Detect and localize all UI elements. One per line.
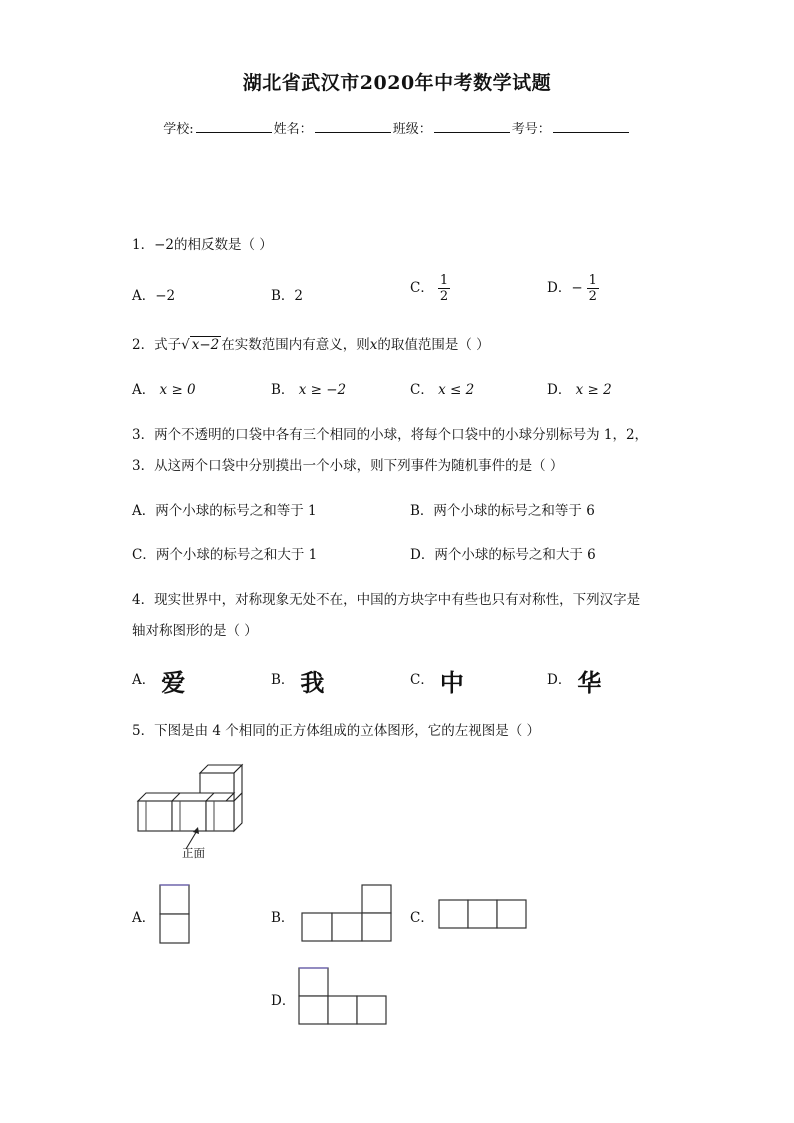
cube-front-face [172, 801, 206, 831]
q5-option-a-figure [160, 885, 189, 943]
q5-option-d-label: D． [271, 993, 296, 1009]
cube-front-face [206, 801, 234, 831]
q2-option-a-prefix: A． [132, 382, 156, 398]
view-square [328, 996, 357, 1024]
q5-option-d-figure [299, 968, 386, 1024]
view-square [468, 900, 497, 928]
q4-stem-line1: 4．现实世界中，对称现象无处不在，中国的方块字中有些也只有对称性，下列汉字是 [132, 592, 641, 608]
q4-option-c-prefix: C． [410, 672, 434, 688]
q5-option-a-label: A． [132, 910, 156, 926]
q2-option-b-prefix: B． [271, 382, 295, 398]
view-square [302, 913, 332, 941]
view-square [160, 885, 189, 914]
view-square [357, 996, 386, 1024]
view-square [299, 968, 328, 996]
q4-option-a-prefix: A． [132, 672, 156, 688]
name-label: 姓名： [273, 122, 313, 137]
view-square [160, 914, 189, 943]
q1-option-a: A．−2 [132, 288, 176, 304]
q5-option-b-figure [302, 885, 391, 941]
q2-option-b-text: x ≥ −2 [298, 382, 347, 398]
q1-option-d-prefix: D．− [547, 280, 583, 296]
q5-stem: 5．下图是由 4 个相同的正方体组成的立体图形，它的左视图是（ ） [132, 723, 541, 739]
q4-option-c-char: 中 [439, 669, 464, 697]
q2-option-a-text: x ≥ 0 [159, 382, 196, 398]
fraction-denominator: 2 [439, 289, 449, 304]
q4-option-a-char: 爱 [161, 669, 186, 697]
view-square [362, 913, 391, 941]
q3-stem-line2: 3．从这两个口袋中分别摸出一个小球，则下列事件为随机事件的是（ ） [132, 458, 564, 474]
q2-option-c-text: x ≤ 2 [438, 382, 475, 398]
q5-option-b-label: B． [271, 910, 295, 926]
q2-option-c-prefix: C． [410, 382, 434, 398]
q4-option-d-prefix: D． [547, 672, 572, 688]
page-title: 湖北省武汉市2020年中考数学试题 [242, 72, 552, 94]
view-square [439, 900, 468, 928]
cube-row-top-face [138, 793, 234, 801]
class-label: 班级： [392, 122, 432, 137]
q3-option-d: D．两个小球的标号之和大于 6 [410, 547, 596, 563]
view-square [362, 885, 391, 913]
sqrt-sign-icon: √ [181, 337, 190, 353]
q2-stem-pre: 2．式子 [132, 337, 182, 353]
q3-option-c: C．两个小球的标号之和大于 1 [132, 547, 318, 563]
q4-option-b-char: 我 [300, 669, 325, 697]
q1-stem: 1．−2的相反数是（ ） [132, 237, 273, 253]
fraction-numerator: 1 [588, 273, 597, 288]
q3-stem-line1: 3．两个不透明的口袋中各有三个相同的小球，将每个口袋中的小球分别标号为 1，2， [132, 427, 649, 443]
q2-stem-mid: 在实数范围内有意义，则 [221, 337, 370, 353]
q5-option-c-figure [439, 900, 526, 928]
q3-option-a: A．两个小球的标号之和等于 1 [132, 503, 317, 519]
front-label: 正面 [182, 846, 205, 860]
q5-option-c-label: C． [410, 910, 434, 926]
exam-no-label: 考号： [511, 122, 551, 137]
cube-front-face [138, 801, 172, 831]
school-label: 学校: [163, 122, 194, 137]
fraction-numerator: 1 [439, 273, 449, 288]
view-square [332, 913, 362, 941]
q1-option-c-prefix: C． [410, 280, 434, 296]
q2-option-d-text: x ≥ 2 [575, 382, 612, 398]
q2-var: x [369, 337, 378, 353]
q4-option-b-prefix: B． [271, 672, 295, 688]
q4-stem-line2: 轴对称图形的是（ ） [132, 623, 258, 639]
q2-stem-post: 的取值范围是（ ） [377, 337, 490, 353]
q2-option-d-prefix: D． [547, 382, 572, 398]
view-square [497, 900, 526, 928]
q1-option-b: B．2 [271, 288, 304, 304]
view-square [299, 996, 328, 1024]
q3-option-b: B．两个小球的标号之和等于 6 [410, 503, 595, 519]
q4-option-d-char: 华 [577, 669, 602, 697]
fraction-denominator: 2 [588, 289, 597, 304]
q2-radicand: x−2 [191, 337, 220, 353]
